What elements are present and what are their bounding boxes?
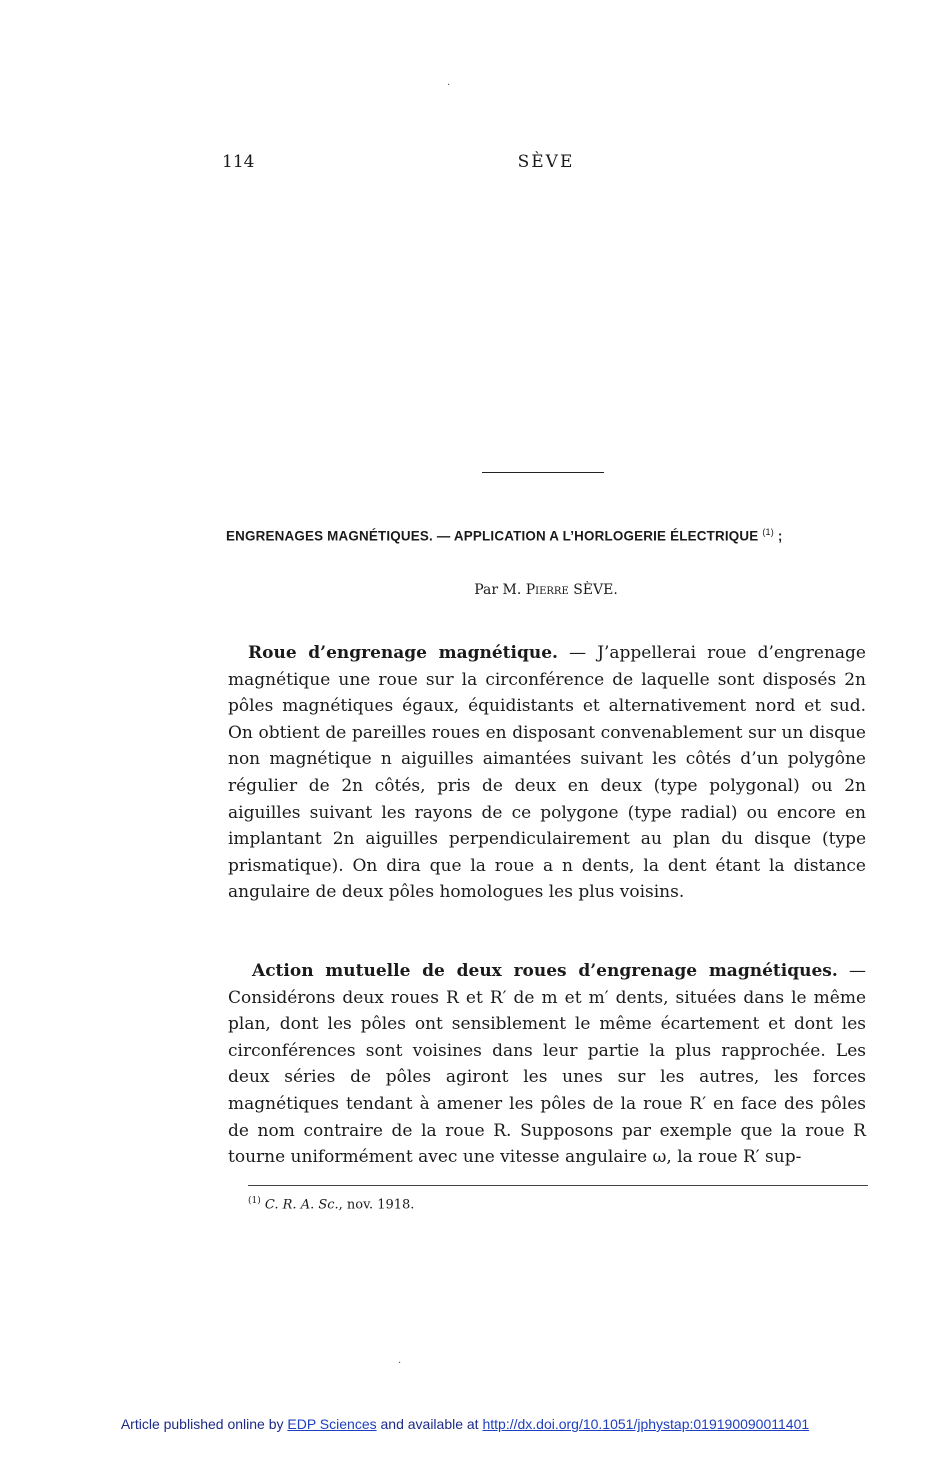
byline-prefix: Par M. [474,582,526,598]
scan-speck: · [398,1358,402,1369]
article-title [226,527,870,543]
paragraph-heading: Action mutuelle de deux roues d’engrenage magnétiques. [252,961,838,981]
article-title-text: ENGRENAGES MAGNÉTIQUES. — APPLICATION A L’HORLOGERIE ÉLECTRIQUE [226,528,759,544]
title-note-mark: (1) [762,527,774,537]
scan-speck: · [447,80,451,91]
doi-link[interactable]: http://dx.doi.org/10.1051/jphystap:019190090011401 [482,1416,810,1432]
footnote [248,1196,414,1212]
title-end: ; [773,528,783,544]
byline [222,582,870,598]
paragraph-roue [228,640,866,906]
running-title: SÈVE [517,152,575,172]
section-rule [482,472,604,473]
footnote-date: , nov. 1918. [338,1197,415,1213]
paragraph-action [228,958,866,1171]
author-last: SÈVE. [573,582,618,598]
paragraph-heading: Roue d’engrenage magnétique. [248,643,558,663]
footnote-mark: (1) [248,1196,261,1206]
footer-middle: and available at [376,1416,483,1432]
paragraph-text: — Considérons deux roues R et R′ de m et m′ dents, situées dans le même plan, dont les pôles ont sensiblement le même écartement et dont les circonférences sont voisines dans leur partie la plus rapprochée. Les deux séries de pôles agiront les unes sur les autres, les forces magnétiques tendant à amener les pôles de la roue R′ en face des pôles de nom contraire de la roue R. Supposons par exemple que la roue R tourne uniformément avec une vitesse angulaire ω, la roue R′ sup- [228,961,867,1168]
footer-prefix: Article published online by [120,1416,288,1432]
footnote-rule [248,1185,868,1186]
running-head [222,152,870,176]
paragraph-text: — J’appellerai roue d’engrenage magnétique une roue sur la circonférence de laquelle sont disposés 2n pôles magnétiques égaux, équidistants et alternativement nord et sud. On obtient de pareilles roues en disposant convenablement sur un disque non magnétique n aiguilles aimantées suivant les côtés d’un polygône régulier de 2n côtés, pris de deux en deux (type polygonal) ou 2n aiguilles suivant les rayons de ce polygone (type radial) ou encore en implantant 2n aiguilles perpendiculairement au plan du disque (type prismatique). On dira que la roue a n dents, la dent étant la distance angulaire de deux pôles homologues les plus voisins. [228,643,866,903]
page-number: 114 [222,152,255,172]
publication-footer [0,1416,930,1432]
publisher-link[interactable]: EDP Sciences [287,1416,377,1432]
footnote-source: C. R. A. Sc. [264,1197,339,1213]
author-first: Pierre [525,582,569,598]
